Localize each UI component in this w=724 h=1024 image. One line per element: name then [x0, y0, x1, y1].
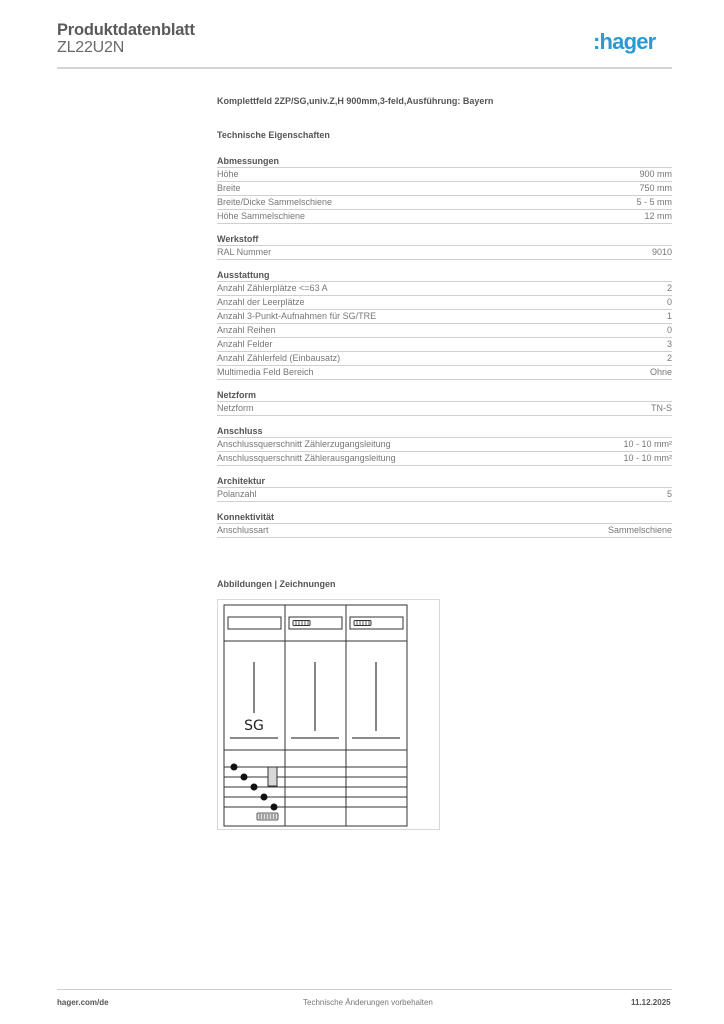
property-label: Anschlussquerschnitt Zählerausgangsleitung [217, 453, 396, 463]
property-row [217, 438, 672, 452]
property-value: 5 - 5 mm [636, 197, 672, 207]
property-value: 900 mm [639, 169, 672, 179]
property-row [217, 246, 672, 260]
property-label: Anzahl 3-Punkt-Aufnahmen für SG/TRE [217, 311, 377, 321]
property-label: Anzahl Zählerplätze <=63 A [217, 283, 328, 293]
property-value: 2 [666, 283, 672, 293]
property-value: 1 [666, 311, 672, 321]
property-value: TN-S [651, 403, 672, 413]
property-value: 10 - 10 mm² [623, 453, 672, 463]
technical-properties-heading: Technische Eigenschaften [217, 130, 330, 140]
property-value: 12 mm [644, 211, 672, 221]
property-row [217, 296, 672, 310]
property-value: Ohne [649, 367, 672, 377]
footer-website: hager.com/de [57, 998, 109, 1007]
property-row [217, 338, 672, 352]
hager-logo: :hager [593, 29, 656, 54]
property-row [217, 402, 672, 416]
section-anschluss [217, 425, 672, 466]
property-row [217, 524, 672, 538]
property-label: RAL Nummer [217, 247, 272, 257]
property-value: 10 - 10 mm² [623, 439, 672, 449]
property-row [217, 182, 672, 196]
property-label: Anschlussquerschnitt Zählerzugangsleitung [217, 439, 391, 449]
section-title: Ausstattung [217, 269, 672, 282]
section-abmessungen [217, 155, 672, 224]
property-label: Höhe [217, 169, 239, 179]
property-row [217, 210, 672, 224]
property-value: 5 [666, 489, 672, 499]
property-row [217, 366, 672, 380]
section-architektur [217, 475, 672, 502]
sg-label: SG [244, 718, 264, 734]
section-title: Netzform [217, 389, 672, 402]
product-code: ZL22U2N [57, 39, 125, 56]
section-title: Architektur [217, 475, 672, 488]
footer-notice: Technische Änderungen vorbehalten [303, 998, 433, 1007]
property-value: 0 [666, 325, 672, 335]
property-label: Anzahl der Leerplätze [217, 297, 305, 307]
property-row [217, 452, 672, 466]
property-value: 0 [666, 297, 672, 307]
footer-divider [57, 989, 672, 990]
property-value: 750 mm [639, 183, 672, 193]
property-row [217, 168, 672, 182]
property-row [217, 196, 672, 210]
section-netzform [217, 389, 672, 416]
property-label: Breite [217, 183, 241, 193]
images-heading: Abbildungen | Zeichnungen [217, 579, 336, 589]
property-label: Höhe Sammelschiene [217, 211, 306, 221]
section-title: Konnektivität [217, 511, 672, 524]
property-row [217, 324, 672, 338]
property-value: 3 [666, 339, 672, 349]
property-row [217, 352, 672, 366]
technical-drawing [217, 599, 440, 830]
property-row [217, 310, 672, 324]
property-label: Anzahl Zählerfeld (Einbausatz) [217, 353, 341, 363]
document-title: Produktdatenblatt [57, 21, 195, 39]
property-value: 9010 [651, 247, 672, 257]
property-label: Netzform [217, 403, 254, 413]
property-row [217, 282, 672, 296]
property-value: 2 [666, 353, 672, 363]
property-label: Multimedia Feld Bereich [217, 367, 314, 377]
property-row [217, 488, 672, 502]
property-label: Breite/Dicke Sammelschiene [217, 197, 333, 207]
property-label: Anschlussart [217, 525, 269, 535]
property-label: Anzahl Reihen [217, 325, 276, 335]
section-konnektivitaet [217, 511, 672, 538]
property-value: Sammelschiene [607, 525, 672, 535]
section-title: Anschluss [217, 425, 672, 438]
property-label: Anzahl Felder [217, 339, 273, 349]
product-description: Komplettfeld 2ZP/SG,univ.Z,H 900mm,3-feld,Ausführung: Bayern [217, 96, 494, 106]
section-werkstoff [217, 233, 672, 260]
property-label: Polanzahl [217, 489, 257, 499]
section-title: Werkstoff [217, 233, 672, 246]
properties-table [217, 155, 672, 547]
header-divider [57, 67, 672, 69]
footer-date: 11.12.2025 [631, 998, 671, 1007]
cabinet-drawing-icon [218, 600, 439, 829]
section-title: Abmessungen [217, 155, 672, 168]
section-ausstattung [217, 269, 672, 380]
